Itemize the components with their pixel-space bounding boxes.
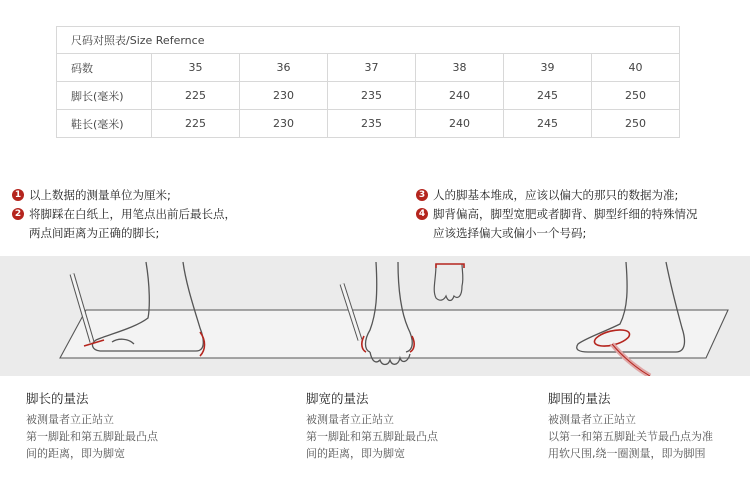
table-row [57,54,680,82]
caption-line: 被测量者立正站立 [548,413,636,426]
table-cell: 40 [592,54,680,82]
note-text: 将脚踩在白纸上，用笔点出前后最长点， [29,207,236,221]
table-cell: 235 [328,82,416,110]
table-cell: 225 [152,82,240,110]
caption-line: 被测量者立正站立 [306,413,394,426]
table-cell: 36 [240,54,328,82]
note-item [12,205,236,224]
caption-line: 被测量者立正站立 [26,413,114,426]
table-cell: 39 [504,54,592,82]
table-row [57,82,680,110]
note-text: 人的脚基本堆成，应该以偏大的那只的数据为准; [433,188,679,202]
caption-heading: 脚宽的量法 [306,391,369,406]
note-item [416,205,698,224]
table-cell: 37 [328,54,416,82]
caption-line: 间的距离，即为脚宽 [306,447,405,460]
table-cell: 38 [416,54,504,82]
note-continuation: 两点间距离为正确的脚长; [29,226,160,240]
caption-foot-length [26,390,158,462]
caption-foot-girth [548,390,713,462]
note-item [416,186,698,205]
number-badge: 4 [416,208,428,220]
row-label: 码数 [57,54,152,82]
number-badge: 3 [416,189,428,201]
row-label: 鞋长(毫米) [57,110,152,138]
table-cell: 250 [592,82,680,110]
notes-left [12,186,236,243]
table-cell: 230 [240,82,328,110]
caption-heading: 脚围的量法 [548,391,611,406]
size-reference-table [56,26,680,138]
table-title: 尺码对照表/Size Refernce [57,27,680,54]
caption-line: 间的距离，即为脚宽 [26,447,125,460]
notes-right [416,186,698,243]
number-badge: 2 [12,208,24,220]
table-cell: 230 [240,110,328,138]
caption-foot-width [306,390,438,462]
note-continuation: 应该选择偏大或偏小一个号码; [433,226,587,240]
table-row [57,110,680,138]
number-badge: 1 [12,189,24,201]
table-cell: 235 [328,110,416,138]
table-cell: 250 [592,110,680,138]
table-cell: 245 [504,110,592,138]
table-cell: 35 [152,54,240,82]
caption-line: 第一脚趾和第五脚趾最凸点 [306,430,438,443]
table-cell: 240 [416,82,504,110]
caption-heading: 脚长的量法 [26,391,89,406]
table-title-row [57,27,680,54]
measurement-illustrations [0,256,750,376]
table-cell: 225 [152,110,240,138]
caption-line: 用软尺围,绕一圈测量，即为脚围 [548,447,706,460]
note-text: 脚背偏高，脚型宽肥或者脚背、脚型纤细的特殊情况 [433,207,698,221]
note-text: 以上数据的测量单位为厘米; [29,188,171,202]
row-label: 脚长(毫米) [57,82,152,110]
note-item [12,186,236,205]
caption-line: 以第一和第五脚趾关节最凸点为准 [548,430,713,443]
caption-line: 第一脚趾和第五脚趾最凸点 [26,430,158,443]
table-cell: 240 [416,110,504,138]
table-cell: 245 [504,82,592,110]
